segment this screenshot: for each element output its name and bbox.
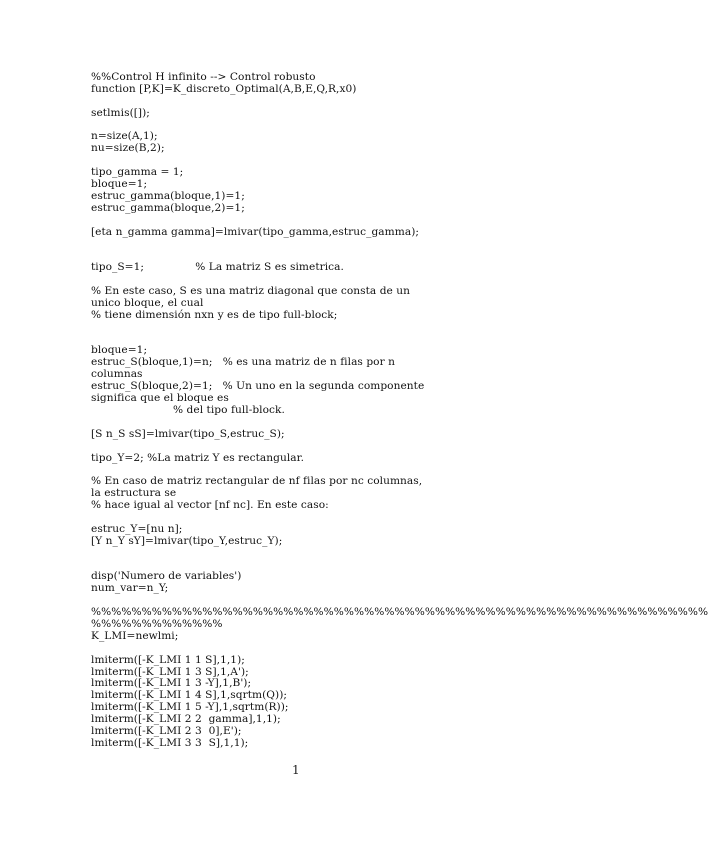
code-line — [91, 322, 551, 334]
code-line: estruc_gamma(bloque,1)=1; — [91, 189, 245, 202]
code-line: bloque=1; — [91, 344, 148, 357]
code-line: %%%%%%%%%%%%%%%%%%%%%%%%%%%%%%%%%%%%%%%%%%%%%%%%%%%%%%%%%%%%% — [91, 606, 708, 619]
code-line — [91, 643, 551, 655]
code-line: lmiterm([-K_LMI 2 3 0],E'); — [91, 724, 242, 737]
code-line: bloque=1; — [91, 178, 148, 191]
code-line: num_var=n_Y; — [91, 582, 169, 595]
code-listing — [91, 71, 708, 750]
code-line: setlmis([]); — [91, 106, 150, 119]
code-line: tipo_gamma = 1; — [91, 166, 184, 179]
code-line — [91, 120, 551, 132]
code-line: estruc_gamma(bloque,2)=1; — [91, 201, 245, 214]
code-line: n=size(A,1); — [91, 130, 158, 143]
code-line: % tiene dimensión nxn y es de tipo full-block; — [91, 308, 338, 321]
code-line: K_LMI=newlmi; — [91, 629, 179, 642]
page-number: 1 — [292, 763, 300, 777]
code-line — [91, 215, 551, 227]
code-line: [eta n_gamma gamma]=lmivar(tipo_gamma,estruc_gamma); — [91, 225, 420, 238]
code-line: lmiterm([-K_LMI 1 3 S],1,A'); — [91, 665, 249, 678]
code-line: lmiterm([-K_LMI 3 3 S],1,1); — [91, 736, 249, 749]
code-line: lmiterm([-K_LMI 2 2 gamma],1,1); — [91, 713, 281, 726]
code-line: estruc_S(bloque,2)=1; % Un uno en la segunda componente — [91, 380, 425, 393]
code-line: lmiterm([-K_LMI 1 4 S],1,sqrtm(Q)); — [91, 689, 288, 702]
code-line: % En este caso, S es una matriz diagonal que consta de un — [91, 285, 411, 298]
code-line: unico bloque, el cual — [91, 296, 204, 309]
code-line — [91, 548, 551, 560]
code-line: % del tipo full-block. — [91, 403, 285, 416]
code-line: lmiterm([-K_LMI 1 5 -Y],1,sqrtm(R)); — [91, 701, 289, 714]
code-line — [91, 334, 551, 346]
code-line: %%Control H infinito --> Control robusto — [91, 71, 316, 83]
code-line — [91, 441, 551, 453]
code-line: tipo_S=1; % La matriz S es simetrica. — [91, 261, 344, 274]
code-line: function [P,K]=K_discreto_Optimal(A,B,E,Q,R,x0) — [91, 82, 357, 95]
code-line: %%%%%%%%%%%%% — [91, 617, 223, 630]
code-line: [Y n_Y sY]=lmivar(tipo_Y,estruc_Y); — [91, 534, 283, 547]
code-line: % En caso de matriz rectangular de nf filas por nc columnas, — [91, 475, 423, 488]
code-line: estruc_Y=[nu n]; — [91, 522, 183, 535]
code-line: tipo_Y=2; %La matriz Y es rectangular. — [91, 451, 305, 464]
code-line — [91, 96, 551, 108]
code-line: estruc_S(bloque,1)=n; % es una matriz de n filas por n — [91, 356, 395, 369]
code-line — [91, 238, 551, 250]
code-line: lmiterm([-K_LMI 1 1 S],1,1); — [91, 653, 245, 666]
code-line: significa que el bloque es — [91, 392, 229, 405]
code-line: nu=size(B,2); — [91, 142, 165, 155]
code-line: columnas — [91, 368, 143, 381]
code-line: % hace igual al vector [nf nc]. En este caso: — [91, 499, 329, 512]
code-line: disp('Numero de variables') — [91, 570, 242, 583]
code-line: lmiterm([-K_LMI 1 3 -Y],1,B'); — [91, 677, 252, 690]
code-line: [S n_S sS]=lmivar(tipo_S,estruc_S); — [91, 427, 285, 440]
code-line — [91, 417, 551, 429]
code-line: la estructura se — [91, 487, 177, 500]
